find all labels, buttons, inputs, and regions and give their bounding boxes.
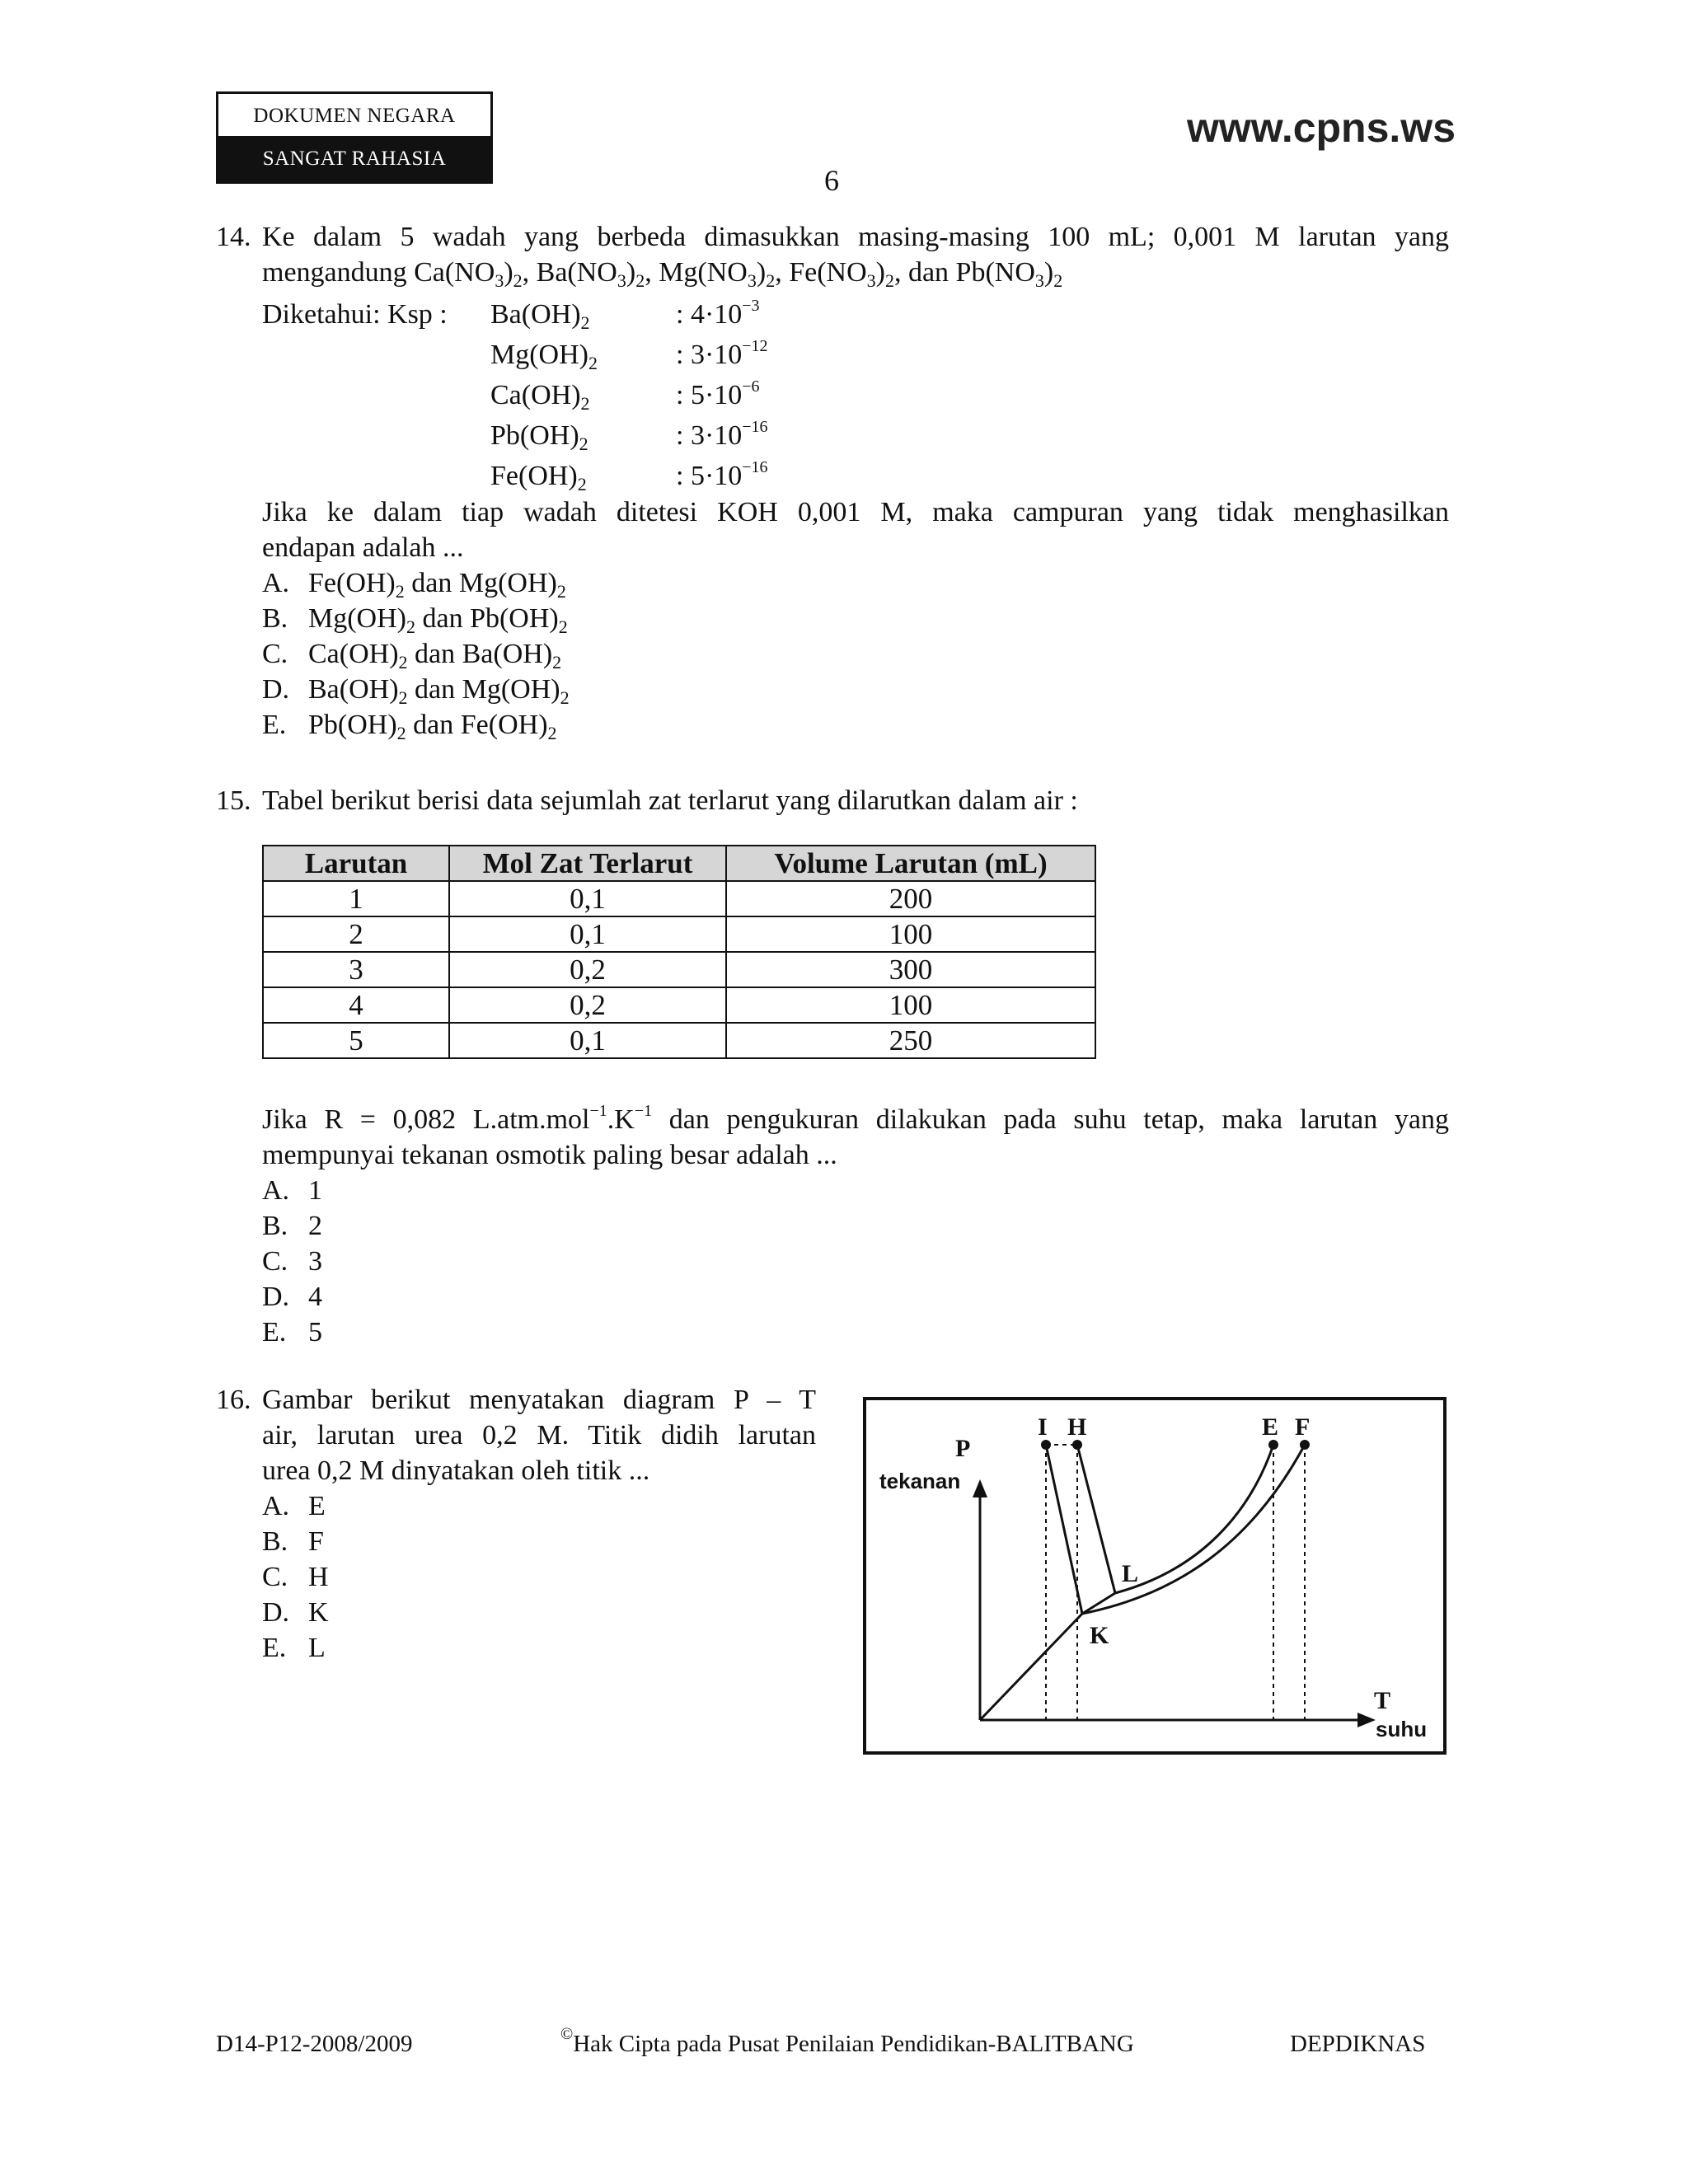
ksp-row: [490, 458, 587, 494]
table-cell: 0,1: [449, 916, 726, 952]
ksp-coefficient: 4: [690, 299, 705, 330]
q14-known-label: Diketahui: Ksp :: [262, 299, 448, 330]
r-suffix: dan pengukuran dilakukan pada suhu tetap, maka larutan yang: [652, 1104, 1449, 1135]
table-cell: 300: [726, 952, 1095, 987]
option-letter: B.: [262, 1526, 288, 1557]
option-letter: E.: [262, 1633, 287, 1663]
option-letter: D.: [262, 674, 290, 705]
option-text: L: [308, 1633, 326, 1663]
ksp-subscript: 2: [588, 353, 598, 373]
option-text: $Ca(OH)_2$ dan $Ba(OH)_2$: [308, 639, 562, 673]
ksp-compound: Ca(OH): [490, 380, 581, 410]
ksp-row: [490, 297, 590, 332]
table-row: [263, 916, 1095, 952]
table-row: [263, 1023, 1095, 1058]
option-letter: B.: [262, 603, 288, 634]
q16-line2: air, larutan urea 0,2 M. Titik didih larutan: [262, 1420, 816, 1451]
subscript: 2: [547, 723, 557, 743]
option-text: 4: [308, 1282, 322, 1312]
q14-intro-line1: Ke dalam 5 wadah yang berbeda dimasukkan masing-masing 100 mL; 0,001 M larutan yang: [262, 222, 1449, 252]
option-text: 1: [308, 1175, 322, 1206]
table-cell: 4: [263, 987, 449, 1023]
option-compound-b: Pb(OH): [470, 603, 559, 634]
pt-diagram: [863, 1397, 1448, 1756]
option-text: 5: [308, 1317, 322, 1347]
ksp-row: [490, 418, 588, 453]
copyright-symbol: ©: [560, 2025, 574, 2043]
q14-question-line2: endapan adalah ...: [262, 532, 464, 563]
ksp-value: : $3\cdot 10^{-16}$: [676, 418, 768, 451]
ksp-compound: Fe(OH): [490, 461, 578, 491]
subscript: 2: [396, 723, 406, 743]
website-watermark: www.cpns.ws: [1187, 105, 1456, 151]
r-exponent-1: −1: [589, 1102, 607, 1120]
ksp-row: [490, 337, 598, 373]
ksp-subscript: 2: [577, 474, 587, 494]
solution-data-table: [262, 845, 1096, 1059]
subscript: 2: [395, 581, 405, 602]
q15-question-line1: [262, 1102, 1449, 1137]
r-prefix: Jika R = 0,082 L.atm.mol: [262, 1104, 590, 1135]
table-row: [263, 881, 1095, 916]
ksp-subscript: 2: [580, 312, 590, 333]
table-cell: 1: [263, 881, 449, 916]
ksp-value: : $5\cdot 10^{-16}$: [676, 458, 768, 491]
option-letter: A.: [262, 568, 290, 598]
ksp-row: [490, 377, 590, 413]
ksp-compound: Ba(OH): [490, 299, 581, 330]
ksp-subscript: 2: [579, 434, 588, 454]
table-cell: 3: [263, 952, 449, 987]
table-cell: 0,2: [449, 987, 726, 1023]
ksp-exponent: −6: [742, 377, 760, 396]
subscript: 2: [560, 687, 570, 708]
ksp-compound: Pb(OH): [490, 420, 579, 451]
option-text: K: [308, 1597, 329, 1628]
option-text: 3: [308, 1246, 322, 1277]
option-compound-a: Mg(OH): [308, 603, 406, 634]
footer-copyright: [560, 2025, 1134, 2058]
classification-top: DOKUMEN NEGARA: [253, 105, 456, 127]
ksp-coefficient: 5: [690, 380, 705, 410]
label-f: F: [1295, 1413, 1311, 1441]
subscript: 2: [552, 652, 562, 673]
ksp-coefficient: 5: [690, 461, 705, 491]
option-letter: E.: [262, 710, 287, 740]
option-text: 2: [308, 1211, 322, 1241]
option-text: $Fe(OH)_2$ dan $Mg(OH)_2$: [308, 568, 566, 602]
table-row: [263, 952, 1095, 987]
label-l: L: [1122, 1560, 1139, 1587]
option-text: $Ba(OH)_2$ dan $Mg(OH)_2$: [308, 674, 570, 708]
option-text: F: [308, 1526, 324, 1557]
point-e: [1268, 1440, 1278, 1450]
q14-number: 14.: [216, 222, 251, 252]
option-letter: D.: [262, 1282, 290, 1312]
label-i: I: [1038, 1413, 1048, 1441]
ksp-exponent: −3: [742, 297, 760, 315]
ksp-exponent: −16: [742, 418, 768, 436]
ksp-value: : $4\cdot 10^{-3}$: [676, 297, 760, 330]
x-axis-label: suhu: [1376, 1717, 1428, 1741]
y-axis-symbol: P: [955, 1435, 971, 1462]
point-f: [1300, 1440, 1310, 1450]
q15-number: 15.: [216, 785, 251, 816]
ksp-value: : $5\cdot 10^{-6}$: [676, 377, 760, 410]
q15-question-line2: mempunyai tekanan osmotik paling besar adalah ...: [262, 1140, 837, 1170]
q15-intro: Tabel berikut berisi data sejumlah zat terlarut yang dilarutkan dalam air :: [262, 785, 1078, 816]
q14-question-line1: Jika ke dalam tiap wadah ditetesi KOH 0,001 M, maka campuran yang tidak menghasilkan: [262, 497, 1449, 527]
option-letter: C.: [262, 1246, 288, 1277]
option-letter: B.: [262, 1211, 288, 1241]
subscript: 2: [556, 581, 566, 602]
table-header: Larutan: [263, 846, 449, 881]
table-cell: 250: [726, 1023, 1095, 1058]
table-cell: 0,1: [449, 1023, 726, 1058]
option-compound-b: Fe(OH): [460, 710, 548, 740]
point-i: [1041, 1440, 1051, 1450]
table-cell: 0,2: [449, 952, 726, 987]
option-compound-a: Ba(OH): [308, 674, 399, 705]
table-header: Volume Larutan (mL): [726, 846, 1095, 881]
subscript: 2: [406, 616, 415, 637]
ksp-compound: Mg(OH): [490, 340, 588, 370]
ksp-coefficient: 3: [690, 420, 705, 451]
table-body: [263, 881, 1095, 1058]
y-axis-label: tekanan: [879, 1469, 961, 1493]
classification-box: [216, 91, 493, 184]
q16-number: 16.: [216, 1385, 251, 1415]
copyright-text: Hak Cipta pada Pusat Penilaian Pendidikan-BALITBANG: [573, 2031, 1134, 2057]
option-letter: C.: [262, 1562, 288, 1592]
q14-intro-line2: mengandung $Ca(NO_3)_2$, $Ba(NO_3)_2$, $Mg(NO_3)_2$, $Fe(NO_3)_2$, dan $Pb(NO_3)_2$: [262, 257, 1063, 291]
ksp-exponent: −12: [742, 337, 768, 355]
footer-ministry: DEPDIKNAS: [1290, 2031, 1426, 2057]
page-number: 6: [824, 164, 839, 197]
option-letter: C.: [262, 639, 288, 669]
q16-line1: Gambar berikut menyatakan diagram P – T: [262, 1385, 816, 1415]
subscript: 2: [558, 616, 568, 637]
point-h: [1072, 1440, 1082, 1450]
table-cell: 5: [263, 1023, 449, 1058]
option-text: $Mg(OH)_2$ dan $Pb(OH)_2$: [308, 603, 568, 637]
option-compound-a: Pb(OH): [308, 710, 397, 740]
table-cell: 2: [263, 916, 449, 952]
table-cell: 100: [726, 987, 1095, 1023]
option-letter: E.: [262, 1317, 287, 1347]
subscript: 2: [398, 687, 408, 708]
ksp-exponent: −16: [742, 458, 768, 476]
table-cell: 100: [726, 916, 1095, 952]
label-h: H: [1067, 1413, 1087, 1441]
option-text: $Pb(OH)_2$ dan $Fe(OH)_2$: [308, 710, 557, 743]
subscript: 2: [398, 652, 408, 673]
option-letter: A.: [262, 1175, 290, 1206]
ksp-subscript: 2: [580, 393, 590, 414]
q16-line3: urea 0,2 M dinyatakan oleh titik ...: [262, 1455, 650, 1486]
table-row: [263, 987, 1095, 1023]
option-letter: D.: [262, 1597, 290, 1628]
option-compound-b: Mg(OH): [458, 568, 557, 598]
option-compound-a: Ca(OH): [308, 639, 399, 669]
option-compound-b: Ba(OH): [462, 639, 553, 669]
ksp-value: : $3\cdot 10^{-12}$: [676, 337, 768, 370]
table-header: Mol Zat Terlarut: [449, 846, 726, 881]
label-e: E: [1262, 1413, 1279, 1441]
option-text: E: [308, 1491, 326, 1521]
diagram-frame: [865, 1399, 1445, 1753]
r-mid: .K: [607, 1104, 635, 1135]
x-axis-symbol: T: [1374, 1687, 1391, 1714]
table-header-row: [263, 846, 1095, 881]
option-compound-a: Fe(OH): [308, 568, 396, 598]
ksp-coefficient: 3: [690, 340, 705, 370]
option-compound-b: Mg(OH): [462, 674, 560, 705]
option-letter: A.: [262, 1491, 290, 1521]
footer-code: D14-P12-2008/2009: [216, 2031, 413, 2057]
classification-bottom: SANGAT RAHASIA: [218, 136, 490, 181]
table-cell: 0,1: [449, 881, 726, 916]
r-exponent-2: −1: [634, 1102, 653, 1120]
label-k: K: [1090, 1622, 1109, 1649]
table-cell: 200: [726, 881, 1095, 916]
option-text: H: [308, 1562, 329, 1592]
